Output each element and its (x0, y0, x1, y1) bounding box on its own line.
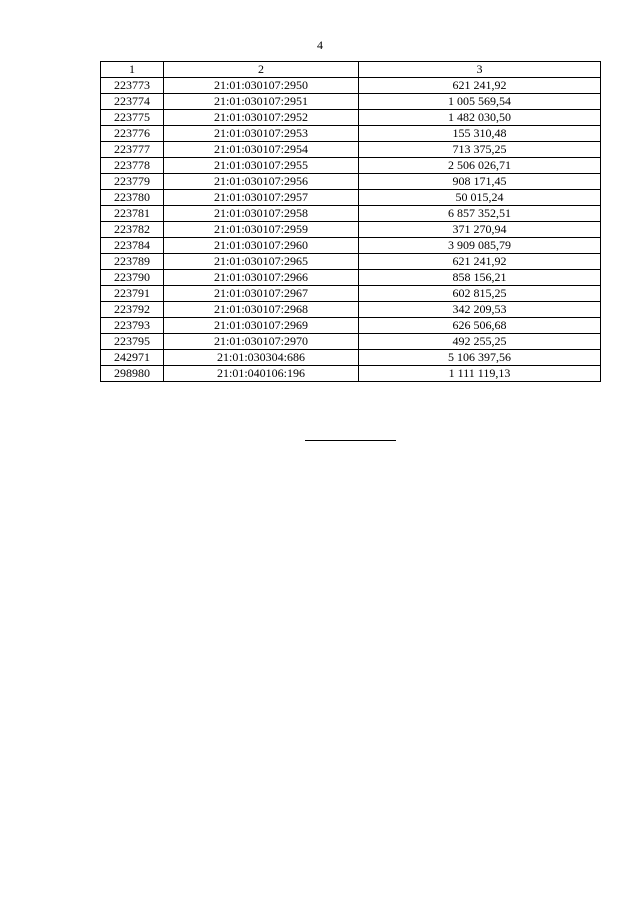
cadastral-number-cell: 21:01:030107:2955 (164, 158, 359, 174)
row-number-cell: 298980 (101, 366, 164, 382)
value-cell: 1 005 569,54 (359, 94, 601, 110)
row-number-cell: 223790 (101, 270, 164, 286)
value-cell: 1 482 030,50 (359, 110, 601, 126)
cadastral-number-cell: 21:01:030107:2957 (164, 190, 359, 206)
cadastral-number-cell: 21:01:030107:2960 (164, 238, 359, 254)
row-number-cell: 223779 (101, 174, 164, 190)
value-cell: 371 270,94 (359, 222, 601, 238)
cadastral-number-cell: 21:01:030107:2959 (164, 222, 359, 238)
end-rule (305, 440, 396, 441)
row-number-cell: 223778 (101, 158, 164, 174)
row-number-cell: 223780 (101, 190, 164, 206)
table-row (101, 366, 601, 382)
cadastral-number-cell: 21:01:030107:2954 (164, 142, 359, 158)
column-header-2: 2 (164, 62, 359, 78)
table-row (101, 302, 601, 318)
row-number-cell: 223777 (101, 142, 164, 158)
row-number-cell: 223775 (101, 110, 164, 126)
row-number-cell: 223784 (101, 238, 164, 254)
cadastral-number-cell: 21:01:030107:2965 (164, 254, 359, 270)
row-number-cell: 223791 (101, 286, 164, 302)
table-row (101, 222, 601, 238)
table-row (101, 78, 601, 94)
cadastral-number-cell: 21:01:030107:2952 (164, 110, 359, 126)
table-row (101, 270, 601, 286)
table-row (101, 286, 601, 302)
row-number-cell: 223795 (101, 334, 164, 350)
cadastral-number-cell: 21:01:030107:2951 (164, 94, 359, 110)
column-header-1: 1 (101, 62, 164, 78)
cadastral-number-cell: 21:01:030107:2958 (164, 206, 359, 222)
row-number-cell: 223782 (101, 222, 164, 238)
row-number-cell: 223793 (101, 318, 164, 334)
cadastral-number-cell: 21:01:030107:2968 (164, 302, 359, 318)
table-row (101, 206, 601, 222)
data-table (100, 61, 601, 382)
table-row (101, 238, 601, 254)
value-cell: 713 375,25 (359, 142, 601, 158)
table-header (101, 62, 601, 78)
cadastral-number-cell: 21:01:030107:2970 (164, 334, 359, 350)
value-cell: 50 015,24 (359, 190, 601, 206)
table-row (101, 174, 601, 190)
value-cell: 3 909 085,79 (359, 238, 601, 254)
cadastral-number-cell: 21:01:030107:2966 (164, 270, 359, 286)
value-cell: 2 506 026,71 (359, 158, 601, 174)
row-number-cell: 223781 (101, 206, 164, 222)
value-cell: 621 241,92 (359, 254, 601, 270)
value-cell: 155 310,48 (359, 126, 601, 142)
table-row (101, 190, 601, 206)
table-row (101, 334, 601, 350)
value-cell: 1 111 119,13 (359, 366, 601, 382)
cadastral-number-cell: 21:01:030107:2956 (164, 174, 359, 190)
value-cell: 908 171,45 (359, 174, 601, 190)
value-cell: 342 209,53 (359, 302, 601, 318)
row-number-cell: 223776 (101, 126, 164, 142)
cadastral-number-cell: 21:01:030107:2950 (164, 78, 359, 94)
row-number-cell: 223774 (101, 94, 164, 110)
value-cell: 626 506,68 (359, 318, 601, 334)
column-header-3: 3 (359, 62, 601, 78)
cadastral-number-cell: 21:01:030304:686 (164, 350, 359, 366)
page-number: 4 (317, 38, 323, 52)
value-cell: 5 106 397,56 (359, 350, 601, 366)
cadastral-number-cell: 21:01:040106:196 (164, 366, 359, 382)
row-number-cell: 223773 (101, 78, 164, 94)
table-row (101, 254, 601, 270)
cadastral-number-cell: 21:01:030107:2969 (164, 318, 359, 334)
table-row (101, 126, 601, 142)
row-number-cell: 242971 (101, 350, 164, 366)
table-row (101, 142, 601, 158)
cadastral-number-cell: 21:01:030107:2967 (164, 286, 359, 302)
cadastral-number-cell: 21:01:030107:2953 (164, 126, 359, 142)
row-number-cell: 223792 (101, 302, 164, 318)
table-body (101, 78, 601, 382)
table-row (101, 110, 601, 126)
value-cell: 492 255,25 (359, 334, 601, 350)
value-cell: 621 241,92 (359, 78, 601, 94)
row-number-cell: 223789 (101, 254, 164, 270)
value-cell: 6 857 352,51 (359, 206, 601, 222)
value-cell: 602 815,25 (359, 286, 601, 302)
table-row (101, 158, 601, 174)
value-cell: 858 156,21 (359, 270, 601, 286)
header-row (101, 62, 601, 78)
table-row (101, 318, 601, 334)
table-row (101, 350, 601, 366)
table-row (101, 94, 601, 110)
